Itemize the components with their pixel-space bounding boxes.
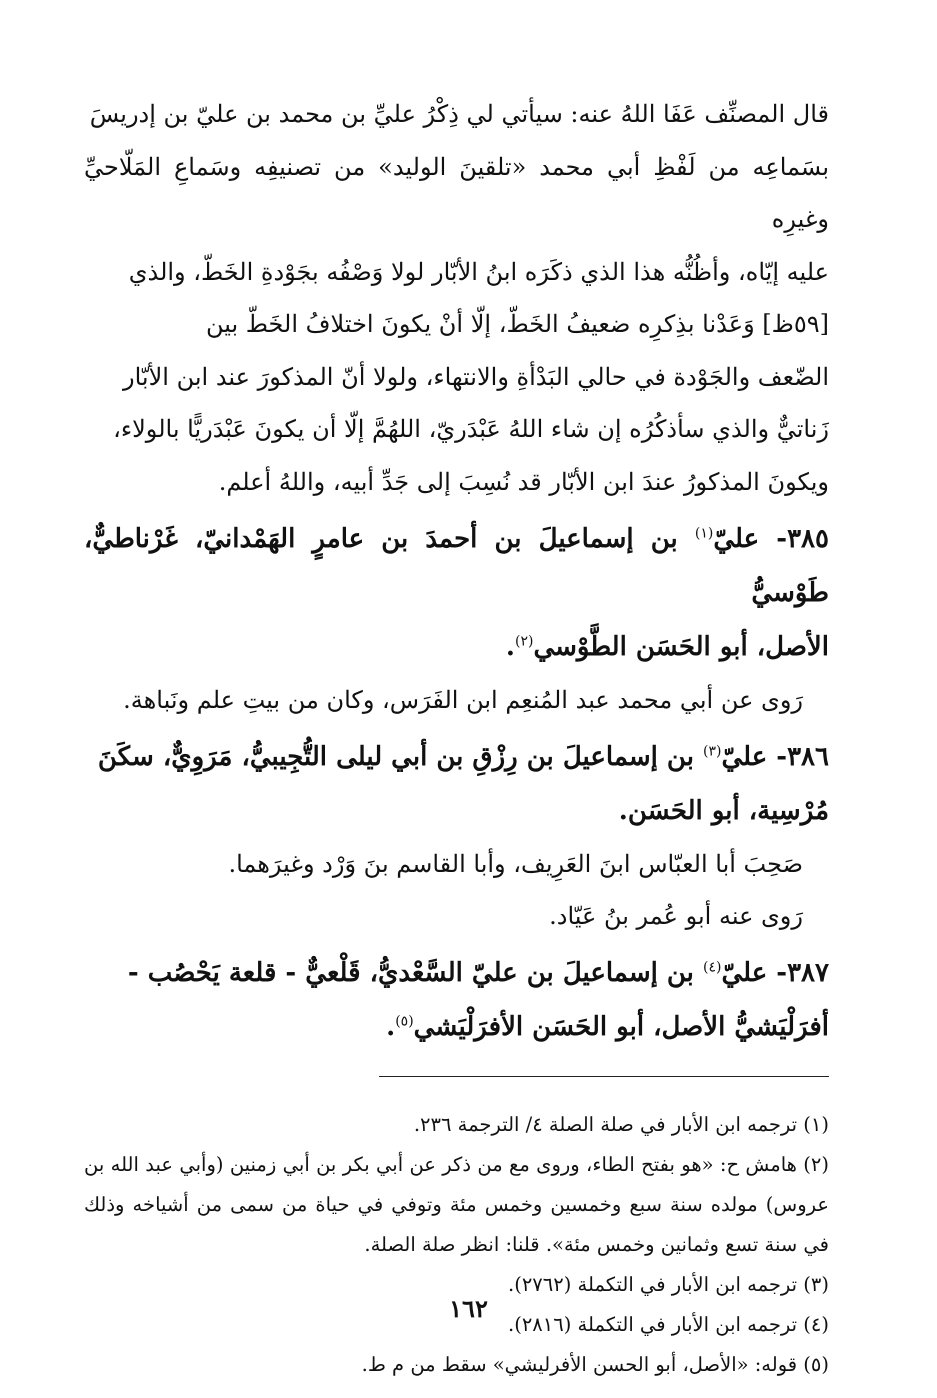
footnote-ref[interactable]: (٤)	[702, 959, 722, 976]
entry-body-line: رَوى عن أبي محمد عبد المُنعِم ابن الفَرَس، وكان من بيتِ علم ونَباهة.	[123, 686, 803, 714]
entry-heading-text: أفرَلْيَشيُّ الأصل، أبو الحَسَن الأفرَلْيَشي	[413, 1012, 829, 1042]
intro-line: [٥٩ظ] وَعَدْنا بذِكرِه ضعيفُ الخَطّ، إلّا أنْ يكونَ اختلافُ الخَطّ بين	[205, 310, 829, 338]
biography-entry-386	[84, 730, 829, 942]
biography-entry-385	[84, 512, 829, 726]
entry-heading-cont	[84, 1000, 829, 1054]
footnote-separator	[379, 1076, 829, 1077]
footnote-ref[interactable]: (٥)	[395, 1013, 414, 1030]
entry-heading-cont	[84, 784, 829, 838]
footnote-ref[interactable]: (٣)	[702, 743, 722, 760]
entry-heading	[84, 946, 829, 1000]
footnote-5: (٥) قوله: «الأصل، أبو الحسن الأفرليشي» سقط من م ط.	[361, 1353, 829, 1376]
entry-heading-end: .	[505, 632, 515, 662]
entry-number-name: ٣٨٥- عليّ	[713, 524, 829, 554]
entry-heading-end: .	[386, 1012, 396, 1042]
footnotes	[84, 1105, 829, 1385]
intro-line: بسَماعِه من لَفْظِ أبي محمد «تلقينَ الوليد» من تصنيفِه وسَماعِ المَلّاحيِّ وغيرِه	[84, 152, 829, 233]
entry-number-name: ٣٨٧- عليّ	[721, 958, 829, 988]
entry-heading	[84, 730, 829, 784]
biography-entry-387	[84, 946, 829, 1054]
page-number: ١٦٢	[449, 1294, 488, 1323]
entry-heading-text: بن إسماعيلَ بن رِزْقِ بن أبي ليلى التُّجِيبيُّ، مَرَوِيٌّ، سكَنَ	[97, 742, 703, 772]
entry-heading-cont	[84, 620, 829, 674]
entry-body-line: رَوى عنه أبو عُمر بنُ عَيّاد.	[549, 902, 803, 930]
intro-line: قال المصنِّف عَفَا اللهُ عنه: سيأتي لي ذِكْرُ عليِّ بن محمد بن عليّ بن إدريسَ	[89, 100, 829, 128]
intro-line: عليه إيّاه، وأظُنُّه هذا الذي ذكَرَه ابنُ الأبّار لولا وَصْفُه بجَوْدةِ الخَطّ، والذي	[128, 257, 829, 286]
intro-line: زَناتيٌّ والذي سأذكُرُه إن شاء اللهُ عَبْدَريّ، اللهُمَّ إلّا أن يكونَ عَبْدَريًّا بالولاء،	[113, 415, 829, 443]
footnote-ref[interactable]: (٢)	[514, 633, 534, 650]
footnote-1: (١) ترجمه ابن الأبار في صلة الصلة ٤/ الترجمة ٢٣٦.	[413, 1113, 829, 1136]
entry-number-name: ٣٨٦- عليّ	[721, 742, 829, 772]
intro-paragraph	[84, 88, 829, 508]
entry-heading-text: بن إسماعيلَ بن عليّ السَّعْديُّ، قَلْعيٌّ - قلعة يَحْصُب -	[127, 958, 703, 988]
entry-heading-text: الأصل، أبو الحَسَن الطَّوْسي	[533, 632, 829, 662]
entry-body-line: صَحِبَ أبا العبّاس ابنَ العَرِيف، وأبا القاسم بنَ وَرْد وغيرَهما.	[228, 850, 803, 878]
entry-heading-text: مُرْسِية، أبو الحَسَن.	[618, 796, 829, 826]
entry-heading-text: بن إسماعيلَ بن أحمدَ بن عامرٍ الهَمْدانيّ، غَرْناطيٌّ، طَوْسيُّ	[84, 524, 829, 608]
footnote-3: (٣) ترجمه ابن الأبار في التكملة (٢٧٦٢).	[508, 1273, 829, 1296]
intro-line: ويكونَ المذكورُ عندَ ابن الأبّار قد نُسِبَ إلى جَدِّ أبيه، واللهُ أعلم.	[218, 467, 829, 496]
footnote-2: (٢) هامش ح: «هو بفتح الطاء، وروى مع من ذكر عن أبي بكر بن أبي زمنين (وأبي عبد الله بن عروس) مولده سنة سبع وخمسين وخمس مئة وتوفي في حياة من سمى من أشياخه وذلك في سنة تسع وثمانين وخمس مئة». قلنا: انظر صلة الصلة.	[84, 1153, 829, 1256]
intro-line: الضّعف والجَوْدة في حالي البَدْأةِ والانتهاء، ولولا أنّ المذكورَ عند ابن الأبّار	[123, 362, 829, 391]
footnote-ref[interactable]: (١)	[694, 525, 714, 542]
footnote-4: (٤) ترجمه ابن الأبار في التكملة (٢٨١٦).	[508, 1313, 829, 1336]
entry-heading	[84, 512, 829, 620]
